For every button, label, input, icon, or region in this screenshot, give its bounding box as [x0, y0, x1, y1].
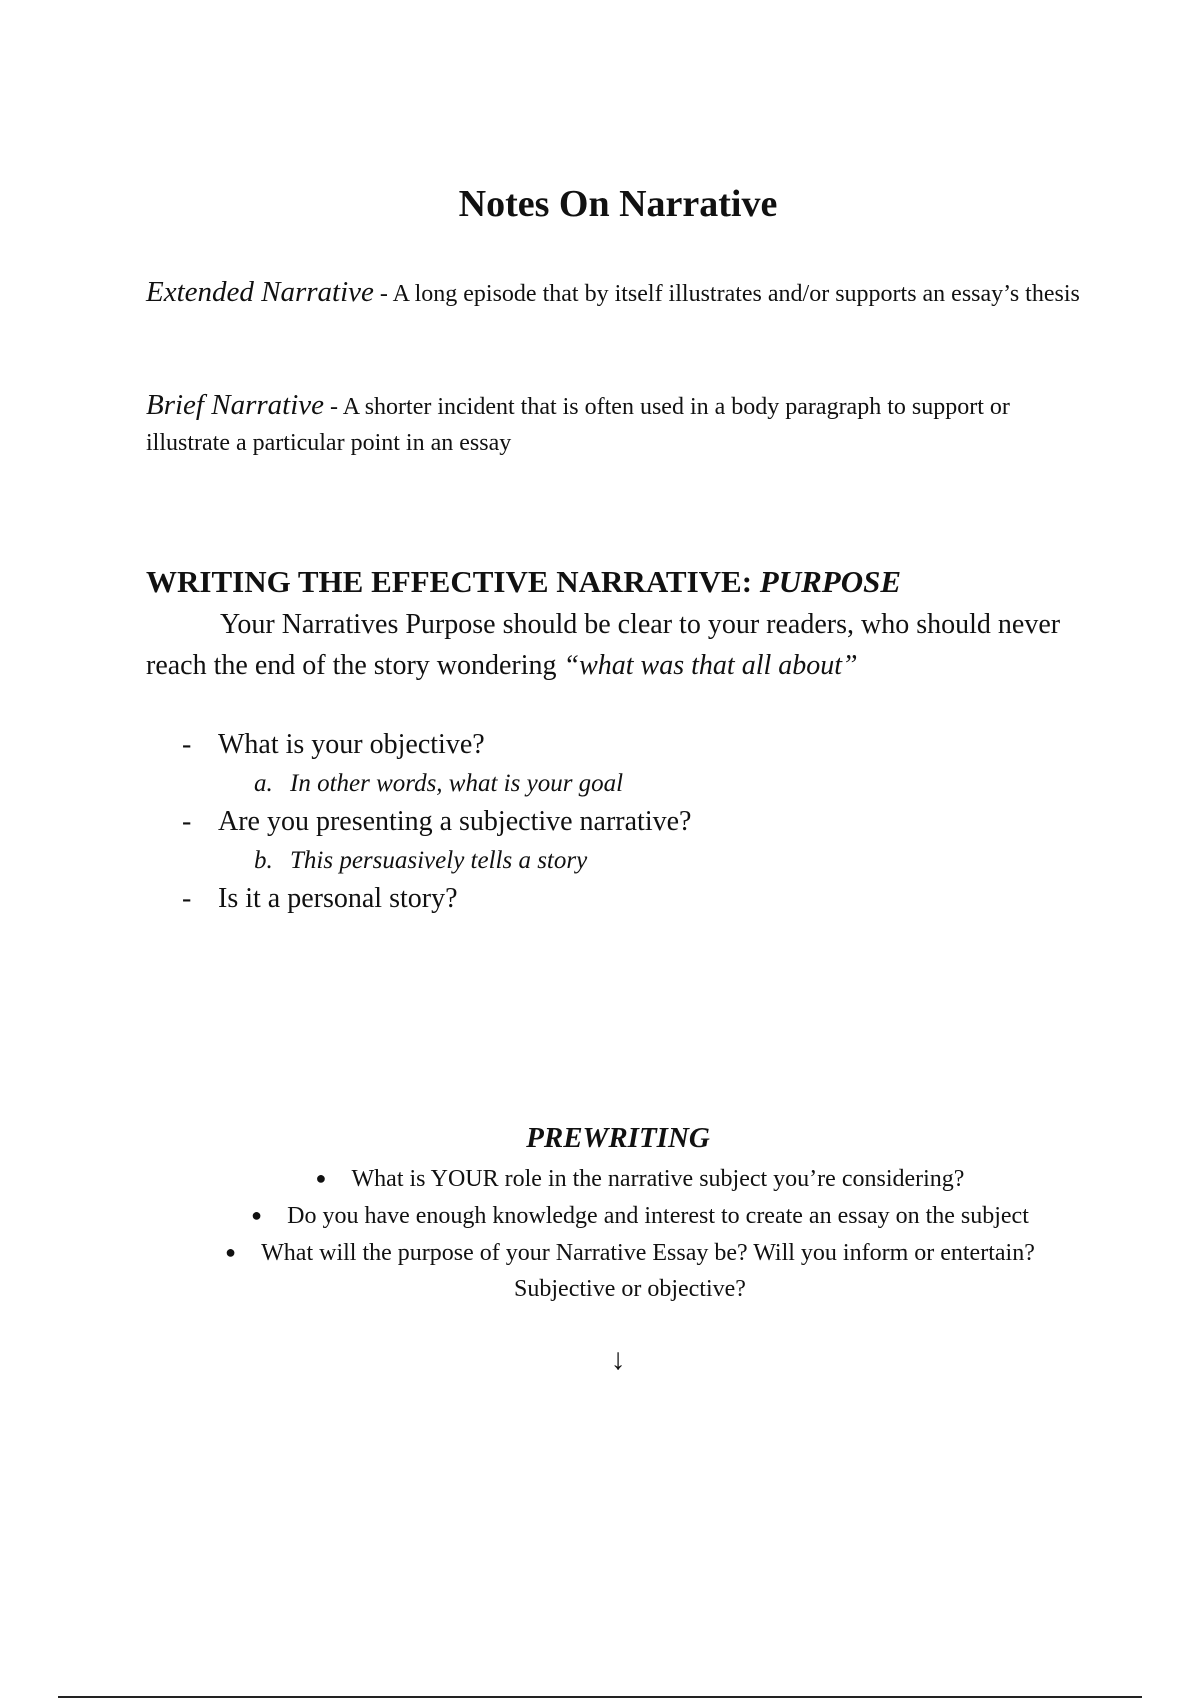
objective-questions-list: [182, 726, 1082, 918]
purpose-paragraph-quote: “what was that all about”: [563, 650, 858, 681]
sub-list-item: [182, 764, 1082, 803]
section-heading-purpose: [146, 562, 901, 602]
prewriting-item-text: What is YOUR role in the narrative subject you’re considering?: [351, 1166, 965, 1192]
dash-marker: -: [182, 883, 192, 914]
prewriting-title: PREWRITING: [526, 1122, 710, 1154]
sub-marker: a.: [254, 770, 273, 797]
list-item: [190, 1160, 1090, 1197]
page-title: Notes On Narrative: [458, 183, 778, 225]
definition-separator: -: [373, 281, 393, 307]
sub-marker: b.: [254, 847, 273, 874]
prewriting-item-text: Do you have enough knowledge and interest to create an essay on the subject: [287, 1203, 1029, 1229]
section-heading-main: WRITING THE EFFECTIVE NARRATIVE:: [146, 564, 760, 599]
dash-marker: -: [182, 806, 192, 837]
page-divider: [58, 1696, 1142, 1698]
purpose-paragraph-text: Your Narratives Purpose should be clear to your readers, who should never reach the end of the story wondering: [146, 609, 1061, 681]
definition-term: Brief Narrative: [146, 389, 325, 421]
down-arrow-icon: ↓: [610, 1343, 626, 1376]
purpose-paragraph: [146, 604, 1106, 686]
definition-separator: -: [324, 394, 343, 420]
prewriting-item-text: What will the purpose of your Narrative Essay be? Will you inform or entertain? Subjective or objective?: [261, 1240, 1035, 1302]
definition-text: A long episode that by itself illustrates and/or supports an essay’s thesis: [392, 281, 1080, 307]
bullet-icon: ●: [315, 1168, 327, 1188]
definition-term: Extended Narrative: [146, 276, 374, 308]
list-item: [182, 880, 1082, 918]
prewriting-list: [190, 1160, 1090, 1307]
question-text: What is your objective?: [218, 729, 485, 760]
bullet-icon: ●: [225, 1242, 237, 1262]
bullet-icon: ●: [251, 1205, 262, 1225]
list-item: [182, 803, 1082, 841]
definition-text: A shorter incident that is often used in a body paragraph to support or illustrate a particular point in an essay: [146, 394, 1010, 456]
list-item: [190, 1197, 1090, 1234]
sub-item-text: In other words, what is your goal: [290, 770, 624, 797]
list-item: [190, 1234, 1090, 1307]
definition-extended-narrative: [146, 274, 1096, 312]
question-text: Are you presenting a subjective narrative?: [218, 806, 692, 837]
question-text: Is it a personal story?: [218, 883, 458, 914]
section-heading-emphasis: PURPOSE: [759, 564, 902, 599]
sub-list-item: [182, 841, 1082, 880]
list-item: [182, 726, 1082, 764]
definition-brief-narrative: [146, 387, 1096, 461]
dash-marker: -: [182, 729, 192, 760]
sub-item-text: This persuasively tells a story: [290, 847, 588, 874]
